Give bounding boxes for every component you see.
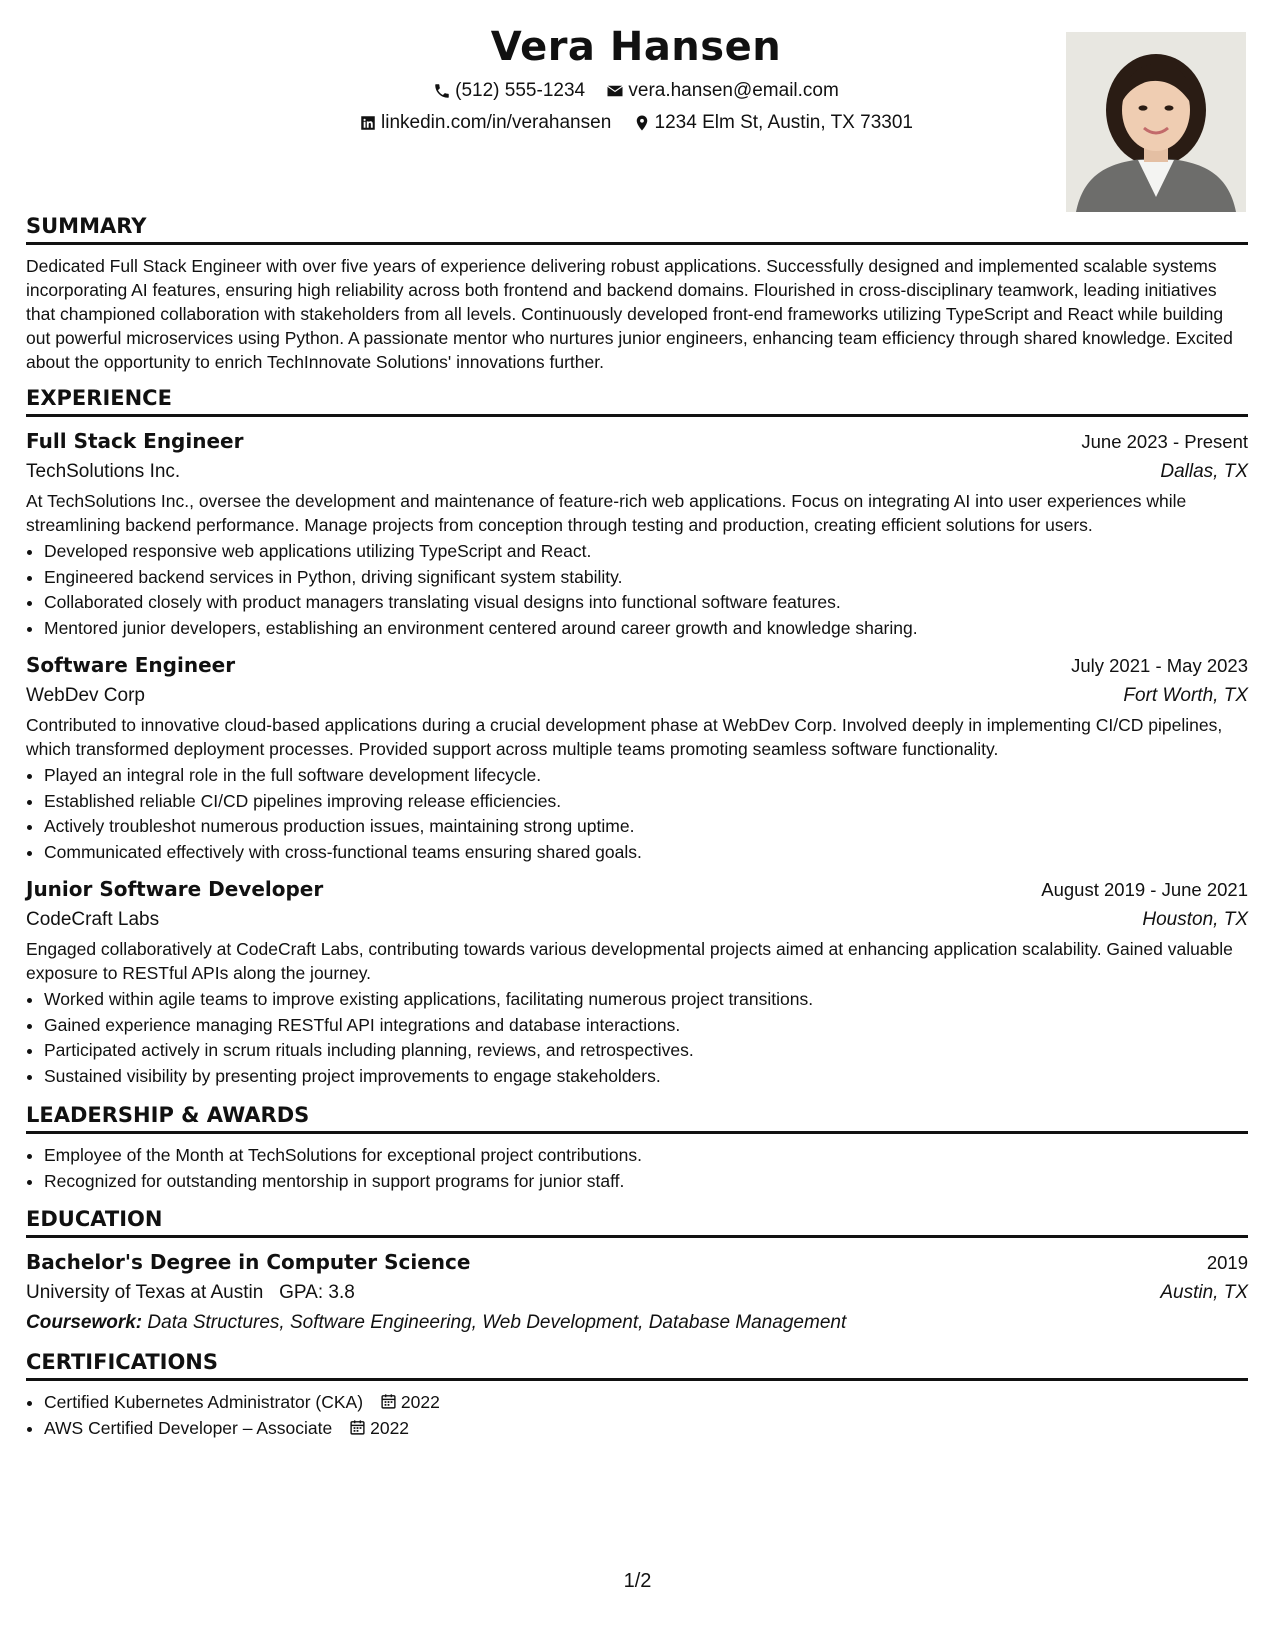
leadership-list [26,1143,1248,1194]
school-name: University of Texas at Austin [26,1282,264,1303]
list-item [44,1416,1248,1442]
cert-year: 2022 [370,1417,410,1438]
job-company: CodeCraft Labs [26,909,160,930]
calendar-icon [349,1419,366,1436]
profile-photo [1066,32,1246,212]
list-item: • Collaborated closely with product managers translating visual designs into functional software features. [44,590,1248,616]
list-item: • Participated actively in scrum rituals including planning, reviews, and retrospectives. [44,1038,1248,1064]
job-description: Engaged collaboratively at CodeCraft Labs, contributing towards various developmental projects aimed at enhancing application scalability. Gained valuable exposure to RESTful APIs along the journey. [26,939,1233,983]
certifications-section [26,1350,1248,1441]
section-title-certifications: CERTIFICATIONS [26,1350,1248,1381]
certifications-list [26,1390,1248,1441]
job-role: Junior Software Developer [26,877,324,901]
job-dates: August 2019 - June 2021 [1041,879,1248,900]
job-entry [26,650,1248,865]
summary-text: Dedicated Full Stack Engineer with over five years of experience delivering robust applications. Successfully designed and implemented scalable systems incorporating AI features, ensuring high reliability across both frontend and backend domains. Flourished in cross-disciplinary teamwork, leading initiatives that championed collaboration with stakeholders from all levels. Continuously developed front-end frameworks utilizing TypeScript and React while building out powerful microservices using Python. A passionate mentor who nurtures junior engineers, enhancing team efficiency through shared knowledge. Excited about the opportunity to enrich TechInnovate Solutions' innovations further. [26,256,1233,372]
job-entry [26,426,1248,641]
contact-line-1 [26,80,1246,106]
cert-name: Certified Kubernetes Administrator (CKA) [44,1392,364,1412]
envelope-icon [606,82,624,100]
page-number: 1/2 [623,1570,652,1592]
email-address[interactable]: vera.hansen@email.com [628,80,839,101]
cert-year: 2022 [400,1392,440,1412]
list-item: • Mentored junior developers, establishing an environment centered around career growth and knowledge sharing. [44,616,1248,642]
job-description: Contributed to innovative cloud-based applications during a crucial development phase at WebDev Corp. Involved deeply in implementing CI/CD pipelines, which transformed deployment processes. Provided support across multiple teams promoting seamless software functionality. [26,715,1223,759]
job-description: At TechSolutions Inc., oversee the development and maintenance of feature-rich web applications. Focus on integrating AI into user experiences while streamlining backend performance. Manage projects from conception through testing and production, creating efficient solutions for users. [26,491,1187,535]
list-item: • Played an integral role in the full software development lifecycle. [44,763,1248,789]
map-pin-icon [633,114,651,132]
gpa: GPA: 3.8 [279,1282,355,1303]
list-item: • Gained experience managing RESTful API integrations and database interactions. [44,1013,1248,1039]
list-item: • Developed responsive web applications utilizing TypeScript and React. [44,539,1248,565]
cert-name: AWS Certified Developer – Associate [44,1417,333,1438]
phone-icon [433,82,451,100]
phone-item [433,80,585,102]
list-item [44,1390,1248,1416]
leadership-section [26,1103,1248,1194]
section-title-leadership: LEADERSHIP & AWARDS [26,1103,1248,1134]
contact-line-2 [26,112,1246,138]
job-company: WebDev Corp [26,685,145,706]
linkedin-icon [359,114,377,132]
job-role: Full Stack Engineer [26,429,244,453]
job-bullets [26,987,1248,1089]
education-section [26,1207,1248,1338]
list-item: • Actively troubleshot numerous production issues, maintaining strong uptime. [44,814,1248,840]
graduation-year: 2019 [1206,1252,1248,1273]
phone-number: (512) 555-1234 [455,80,586,101]
candidate-name: Vera Hansen [490,24,782,70]
linkedin-url[interactable]: linkedin.com/in/verahansen [381,112,612,133]
address-item [633,112,913,134]
list-item: • Established reliable CI/CD pipelines improving release efficiencies. [44,789,1248,815]
section-title-experience: EXPERIENCE [26,386,1248,417]
list-item: • Sustained visibility by presenting project improvements to engage stakeholders. [44,1064,1248,1090]
list-item: • Employee of the Month at TechSolutions for exceptional project contributions. [44,1143,1248,1169]
job-location: Fort Worth, TX [1123,685,1248,706]
summary-section [26,214,1248,374]
school-name-gpa [26,1278,355,1308]
school-location: Austin, TX [1160,1282,1248,1303]
job-location: Dallas, TX [1160,461,1248,482]
job-role: Software Engineer [26,653,236,677]
job-entry [26,874,1248,1089]
coursework [26,1308,1248,1338]
coursework-list: Data Structures, Software Engineering, Web Development, Database Management [147,1312,847,1333]
coursework-label: Coursework: [26,1312,143,1333]
linkedin-item[interactable] [359,112,611,134]
street-address: 1234 Elm St, Austin, TX 73301 [654,112,913,133]
job-dates: July 2021 - May 2023 [1071,655,1248,676]
job-bullets [26,539,1248,641]
section-title-education: EDUCATION [26,1207,1248,1238]
calendar-icon [380,1393,397,1410]
resume-header [26,22,1246,212]
list-item: • Recognized for outstanding mentorship in support programs for junior staff. [44,1169,1248,1195]
email-item[interactable] [606,80,838,102]
job-bullets [26,763,1248,865]
experience-section [26,386,1248,1089]
list-item: • Engineered backend services in Python, driving significant system stability. [44,565,1248,591]
job-location: Houston, TX [1142,909,1248,930]
job-dates: June 2023 - Present [1081,431,1248,452]
list-item: • Worked within agile teams to improve existing applications, facilitating numerous project transitions. [44,987,1248,1013]
section-title-summary: SUMMARY [26,214,1248,245]
job-company: TechSolutions Inc. [26,461,181,482]
degree-title: Bachelor's Degree in Computer Science [26,1250,471,1274]
list-item: • Communicated effectively with cross-functional teams ensuring shared goals. [44,840,1248,866]
